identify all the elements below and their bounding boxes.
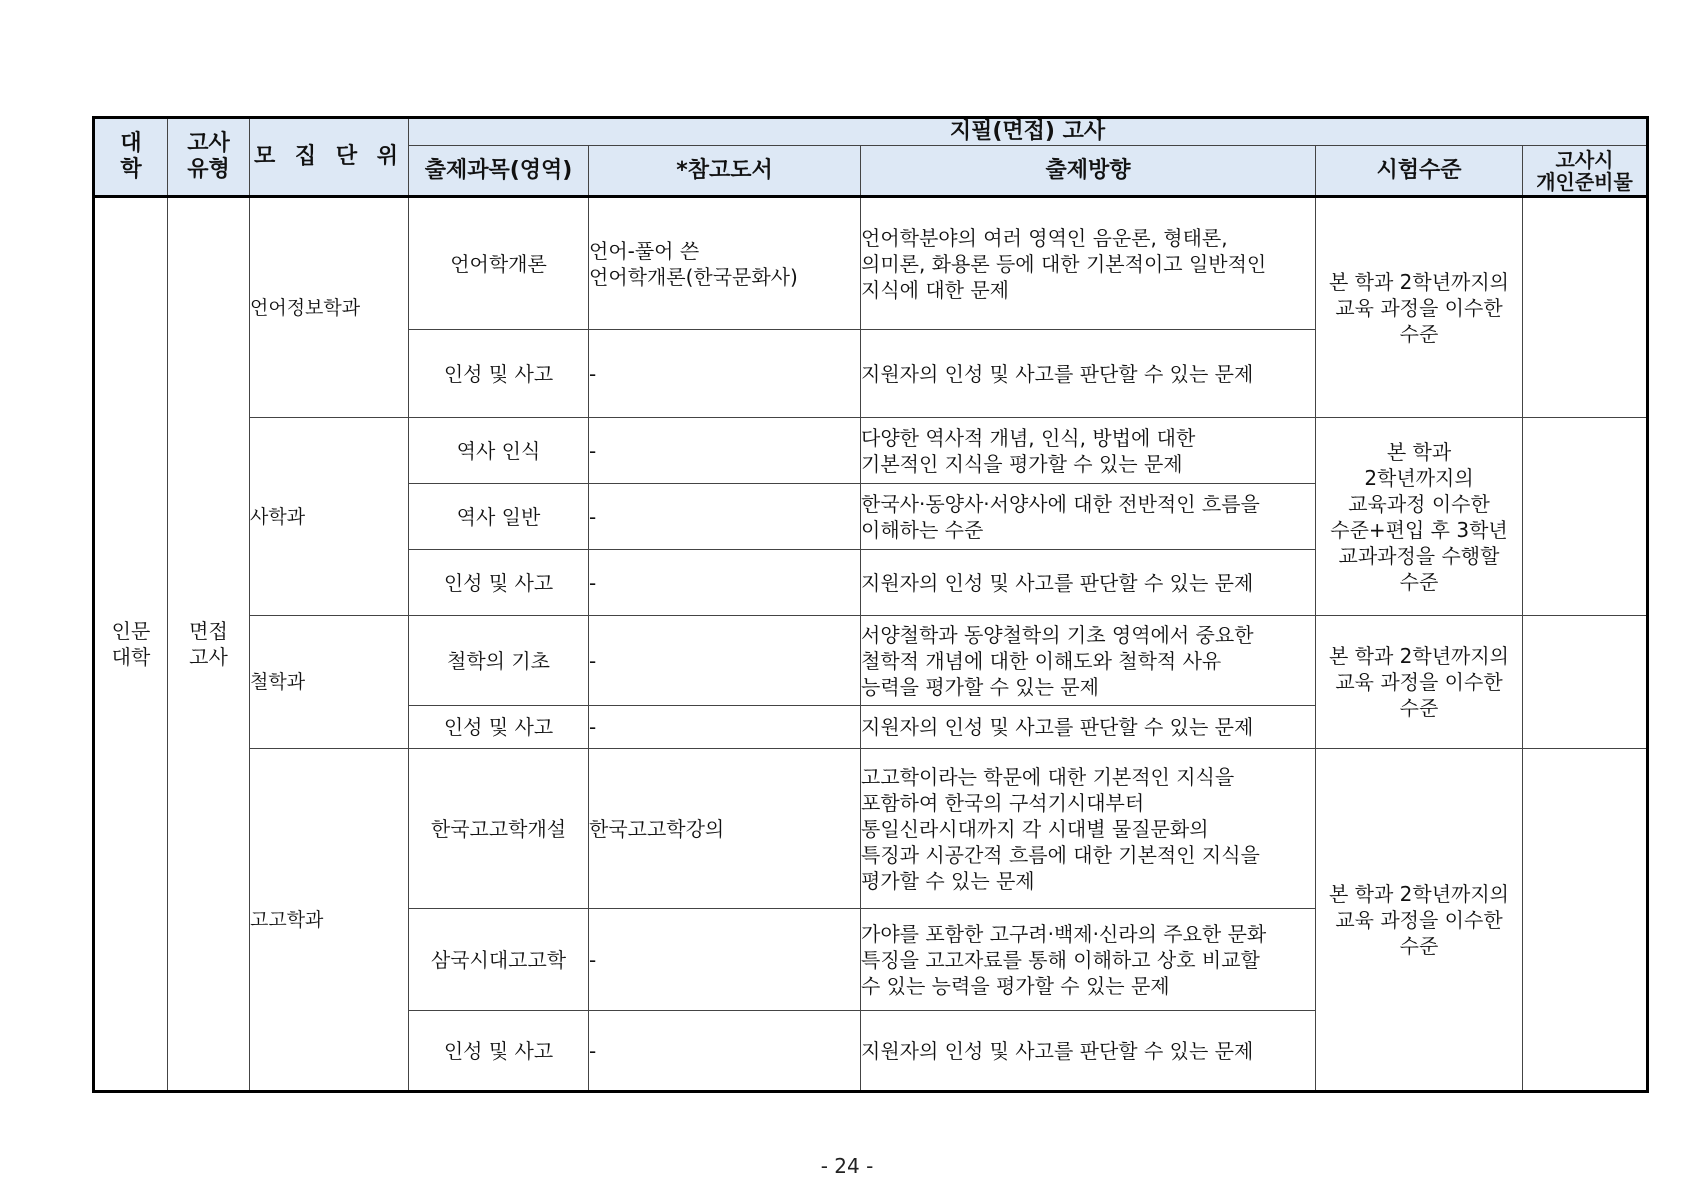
- direction-cell: 지원자의 인성 및 사고를 판단할 수 있는 문제: [861, 550, 1316, 616]
- prep-cell: [1523, 418, 1648, 616]
- direction-cell: 한국사·동양사·서양사에 대한 전반적인 흐름을 이해하는 수준: [861, 484, 1316, 550]
- exam-type-cell: 면접 고사: [168, 197, 250, 1092]
- exam-table: [92, 116, 1649, 1093]
- level-cell: 본 학과 2학년까지의 교육 과정을 이수한 수준: [1316, 749, 1523, 1092]
- header-level: 시험수준: [1316, 146, 1523, 197]
- table-row: [94, 749, 1648, 909]
- direction-cell: 가야를 포함한 고구려·백제·신라의 주요한 문화 특징을 고고자료를 통해 이해하고 상호 비교할 수 있는 능력을 평가할 수 있는 문제: [861, 909, 1316, 1011]
- subject-cell: 역사 일반: [409, 484, 589, 550]
- subject-cell: 인성 및 사고: [409, 330, 589, 418]
- reference-cell: 한국고고학강의: [589, 749, 861, 909]
- reference-cell: -: [589, 418, 861, 484]
- subject-cell: 인성 및 사고: [409, 706, 589, 749]
- table-row: [94, 197, 1648, 330]
- header-reference: *참고도서: [589, 146, 861, 197]
- subject-cell: 삼국시대고고학: [409, 909, 589, 1011]
- reference-cell: 언어-풀어 쓴 언어학개론(한국문화사): [589, 197, 861, 330]
- level-cell: 본 학과 2학년까지의 교육과정 이수한 수준+편입 후 3학년 교과과정을 수행할 수준: [1316, 418, 1523, 616]
- subject-cell: 인성 및 사고: [409, 1011, 589, 1092]
- header-unit: 모 집 단 위: [250, 118, 409, 197]
- table-row: [94, 616, 1648, 706]
- reference-cell: -: [589, 909, 861, 1011]
- level-cell: 본 학과 2학년까지의 교육 과정을 이수한 수준: [1316, 197, 1523, 418]
- table-body: [94, 197, 1648, 1092]
- header-college: 대 학: [94, 118, 168, 197]
- table-row: [94, 418, 1648, 484]
- department-cell: 철학과: [250, 616, 409, 749]
- department-cell: 언어정보학과: [250, 197, 409, 418]
- header-prep: 고사시 개인준비물: [1523, 146, 1648, 197]
- header-exam-type: 고사 유형: [168, 118, 250, 197]
- direction-cell: 고고학이라는 학문에 대한 기본적인 지식을 포함하여 한국의 구석기시대부터 통일신라시대까지 각 시대별 물질문화의 특징과 시공간적 흐름에 대한 기본적인 지식을 평가할 수 있는 문제: [861, 749, 1316, 909]
- reference-cell: -: [589, 550, 861, 616]
- subject-cell: 인성 및 사고: [409, 550, 589, 616]
- department-cell: 사학과: [250, 418, 409, 616]
- prep-cell: [1523, 197, 1648, 418]
- header-written-interview-group: 지필(면접) 고사: [409, 118, 1648, 146]
- reference-cell: -: [589, 330, 861, 418]
- direction-cell: 서양철학과 동양철학의 기초 영역에서 중요한 철학적 개념에 대한 이해도와 철학적 사유 능력을 평가할 수 있는 문제: [861, 616, 1316, 706]
- reference-cell: -: [589, 706, 861, 749]
- subject-cell: 철학의 기초: [409, 616, 589, 706]
- prep-cell: [1523, 749, 1648, 1092]
- header-direction: 출제방향: [861, 146, 1316, 197]
- direction-cell: 언어학분야의 여러 영역인 음운론, 형태론, 의미론, 화용론 등에 대한 기본적이고 일반적인 지식에 대한 문제: [861, 197, 1316, 330]
- level-cell: 본 학과 2학년까지의 교육 과정을 이수한 수준: [1316, 616, 1523, 749]
- department-cell: 고고학과: [250, 749, 409, 1092]
- reference-cell: -: [589, 1011, 861, 1092]
- page-number: - 24 -: [820, 1154, 874, 1178]
- table-header: [94, 118, 1648, 197]
- direction-cell: 지원자의 인성 및 사고를 판단할 수 있는 문제: [861, 706, 1316, 749]
- reference-cell: -: [589, 484, 861, 550]
- direction-cell: 지원자의 인성 및 사고를 판단할 수 있는 문제: [861, 1011, 1316, 1092]
- subject-cell: 한국고고학개설: [409, 749, 589, 909]
- direction-cell: 다양한 역사적 개념, 인식, 방법에 대한 기본적인 지식을 평가할 수 있는 문제: [861, 418, 1316, 484]
- direction-cell: 지원자의 인성 및 사고를 판단할 수 있는 문제: [861, 330, 1316, 418]
- reference-cell: -: [589, 616, 861, 706]
- header-subject: 출제과목(영역): [409, 146, 589, 197]
- college-cell: 인문 대학: [94, 197, 168, 1092]
- subject-cell: 언어학개론: [409, 197, 589, 330]
- subject-cell: 역사 인식: [409, 418, 589, 484]
- prep-cell: [1523, 616, 1648, 749]
